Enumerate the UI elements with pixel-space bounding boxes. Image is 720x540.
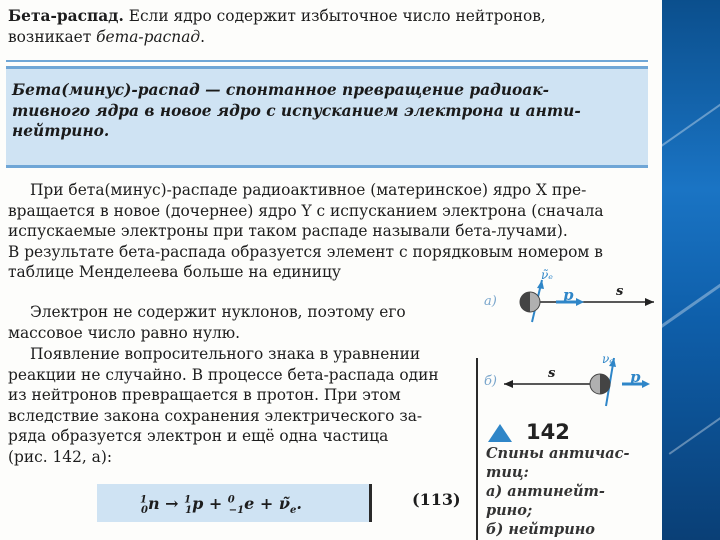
figure-number: 142 (526, 420, 570, 444)
p2-line-1: Электрон не содержит нуклонов, поэтому его (30, 303, 406, 321)
equation-number: (113) (412, 490, 461, 509)
paragraph-2 (8, 302, 466, 343)
sidebar-streak (669, 407, 720, 455)
p1-line-4: В результате бета-распада образуется элемент с порядковым номером в (8, 242, 603, 261)
intro-text-end: . (200, 27, 206, 46)
definition-line-3: нейтрино. (12, 122, 110, 141)
p1-line-1: При бета(минус)-распаде радиоактивное (материнское) ядро X пре- (30, 181, 587, 199)
sidebar-streak (662, 269, 720, 335)
equation: $^1_0n \to ^1_1p + ^0_{-1}e + \nũ_e$. (140, 494, 302, 517)
caption-line-3: а) антинейт- (486, 483, 605, 500)
definition-line-1: Бета(минус)-распад — спонтанное превращение радиоак- (12, 81, 550, 99)
p3-line-4: вследствие закона сохранения электрического за- (8, 406, 423, 425)
momentum-arrowhead-icon (576, 298, 584, 306)
caption-line-4: рино; (486, 502, 533, 519)
figure-divider (476, 358, 478, 540)
p3-line-2: реакции не случайно. В процессе бета-распада один (8, 365, 439, 384)
figure-b-label: б) (484, 374, 498, 389)
intro-text-ital: бета-распад (96, 27, 201, 46)
p3-line-3: из нейтронов превращается в протон. При этом (8, 386, 401, 405)
p1-line-5: таблице Менделеева больше на единицу (8, 263, 341, 282)
p2-line-2: массовое число равно нулю. (8, 323, 241, 342)
decorative-sidebar (662, 0, 720, 540)
p3-line-5: ряда образуется электрон и ещё одна частица (8, 427, 389, 446)
definition-top-rule (6, 60, 648, 62)
intro-text-2: возникает (8, 27, 97, 46)
figure-b-nu: νₑ (602, 352, 614, 366)
caption-line-1: Спины античас- (486, 445, 630, 462)
intro-paragraph (8, 6, 648, 47)
figure-a-s: s (616, 284, 624, 299)
figure-a-label: а) (484, 294, 497, 309)
definition-line-2: тивного ядра в новое ядро с испусканием электрона и анти- (12, 101, 581, 120)
particle-shade (520, 292, 530, 312)
definition-text (12, 80, 642, 142)
paragraph-3 (8, 344, 466, 468)
p1-line-3: испускаемые электроны при таком распаде называли бета-лучами). (8, 222, 568, 241)
p3-line-1: Появление вопросительного знака в уравнении (30, 345, 421, 363)
figure-b-s: s (548, 366, 556, 381)
figure-b-p: p (630, 368, 641, 386)
intro-term: Бета-распад. (8, 7, 124, 25)
figure-caption (486, 444, 656, 539)
caption-line-5: б) нейтрино (486, 521, 595, 538)
sidebar-streak (662, 94, 720, 147)
intro-text-1: Если ядро содержит избыточное число нейтронов, (123, 7, 546, 25)
caption-line-2: тиц: (486, 464, 529, 481)
momentum-arrowhead-b-icon (642, 380, 650, 388)
p3-line-6: (рис. 142, а): (8, 447, 113, 466)
figure-triangle-icon (488, 424, 512, 442)
p1-line-2: вращается в новое (дочернее) ядро Y с испусканием электрона (сначала (8, 201, 604, 220)
figure-a-nu: ν̃ₑ (541, 268, 553, 282)
figure-a-p: p (563, 286, 574, 304)
arrow-head-left-icon (504, 380, 513, 388)
arrow-head-icon (645, 298, 654, 306)
